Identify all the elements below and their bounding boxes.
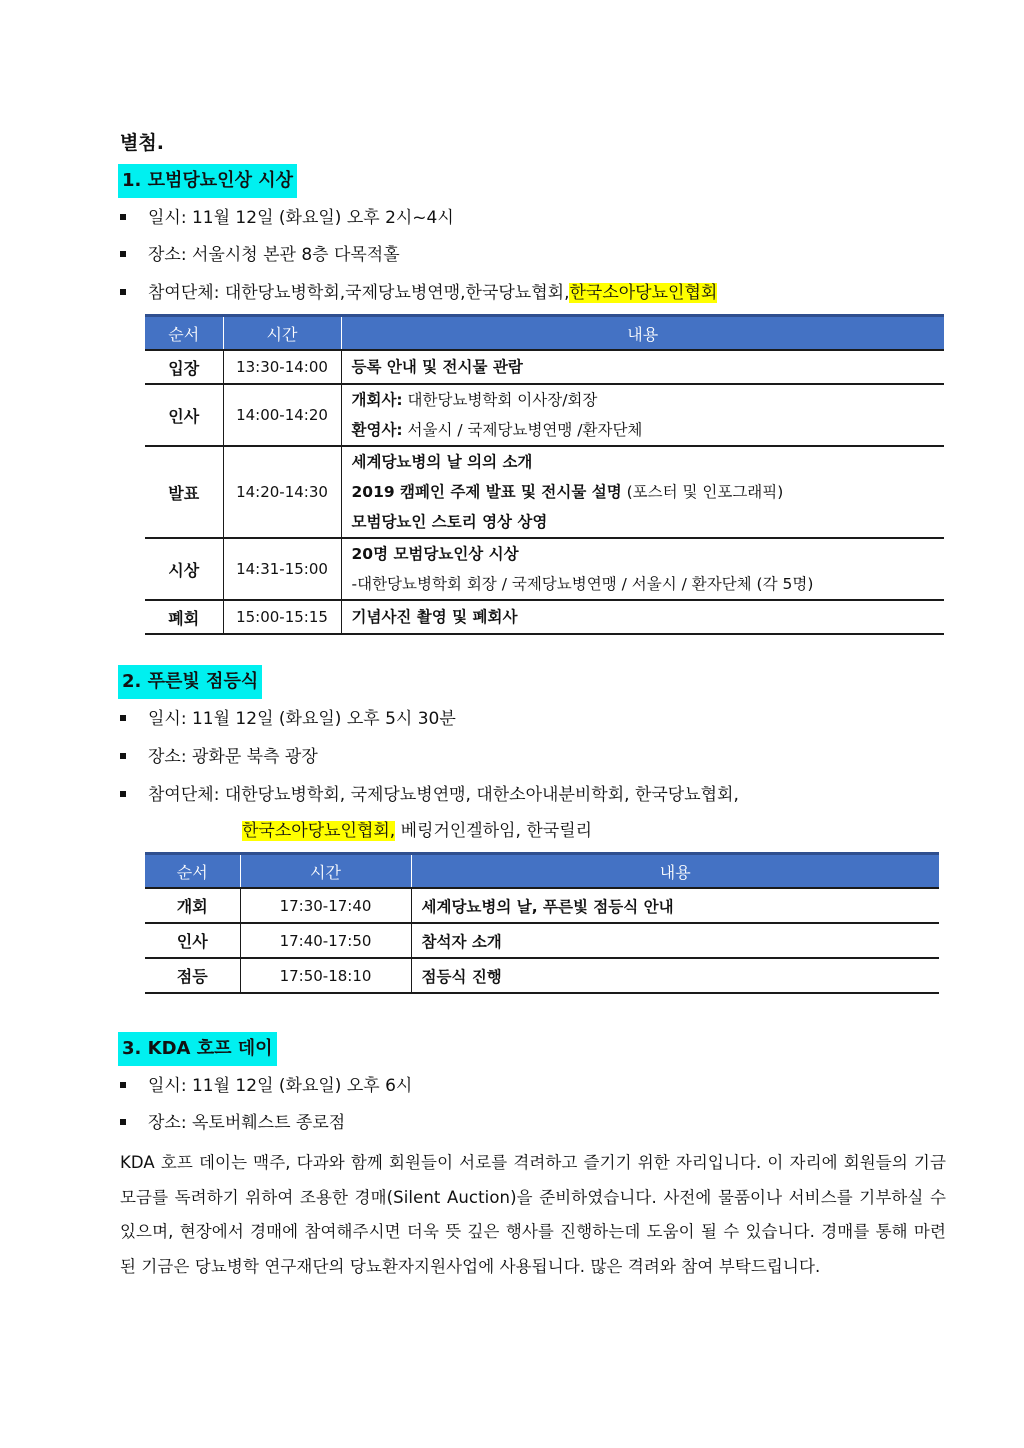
row-content bbox=[341, 350, 944, 384]
table-row bbox=[145, 888, 939, 923]
row-order: 인사 bbox=[145, 923, 240, 958]
section-3-date-text: 일시: 11월 12일 (화요일) 오후 6시 bbox=[148, 1076, 413, 1096]
content-bold: 개회사: bbox=[351, 391, 403, 409]
table-header-time: 시간 bbox=[223, 316, 341, 351]
section-2-place-text: 장소: 광화문 북측 광장 bbox=[148, 747, 318, 767]
row-time: 17:30-17:40 bbox=[240, 888, 411, 923]
table-row bbox=[145, 923, 939, 958]
table-row bbox=[145, 350, 944, 384]
table-row bbox=[145, 446, 944, 538]
bullet-square-icon bbox=[120, 289, 126, 295]
row-time: 14:20-14:30 bbox=[223, 446, 341, 538]
section-3-paragraph: KDA 호프 데이는 맥주, 다과와 함께 회원들이 서로를 격려하고 즐기기 위한 자리입니다. 이 자리에 회원들의 기금모금를 독려하기 위하여 조용한 경매(Silent Auction)을 준비하였습니다. 사전에 물품이나 서비스를 기부하실 수 있으며, 현장에서 경매에 참여해주시면 더욱 뜻 깊은 행사를 진행하는데 도움이 될 수 있습니다. 경매를 통해 마련된 기금은 당뇨병학 연구재단의 당뇨환자지원사업에 사용됩니다. 많은 격려와 참여 부탁드립니다. bbox=[120, 1153, 946, 1276]
section-3-heading: 3. KDA 호프 데이 bbox=[118, 1032, 277, 1066]
row-content: 참석자 소개 bbox=[411, 923, 939, 958]
content-bold: 모범당뇨인 스토리 영상 상영 bbox=[351, 513, 548, 531]
table-header-order: 순서 bbox=[145, 854, 240, 889]
bullet-square-icon bbox=[120, 1082, 126, 1088]
section-2-orgs-highlight: 한국소아당뇨인협회, bbox=[242, 821, 396, 841]
row-time: 17:40-17:50 bbox=[240, 923, 411, 958]
table-row bbox=[145, 384, 944, 446]
row-order: 발표 bbox=[145, 446, 223, 538]
section-2-orgs-line2 bbox=[242, 818, 592, 844]
table-header-row bbox=[145, 854, 939, 889]
content-bold: 20명 모범당뇨인상 시상 bbox=[351, 545, 519, 563]
content-bold: 등록 안내 및 전시물 관람 bbox=[351, 358, 523, 376]
row-order: 인사 bbox=[145, 384, 223, 446]
row-order: 입장 bbox=[145, 350, 223, 384]
row-order: 점등 bbox=[145, 958, 240, 993]
content-normal: 대한당뇨병학회 이사장/회장 bbox=[402, 391, 598, 409]
table-header-order: 순서 bbox=[145, 316, 223, 351]
bullet-square-icon bbox=[120, 715, 126, 721]
section-2-orgs-rest: 베링거인겔하임, 한국릴리 bbox=[395, 821, 593, 841]
row-time: 13:30-14:00 bbox=[223, 350, 341, 384]
table-row bbox=[145, 538, 944, 600]
row-content bbox=[341, 384, 944, 446]
content-bold: 기념사진 촬영 및 폐회사 bbox=[351, 608, 518, 626]
content-bold: 세계당뇨병의 날 의의 소개 bbox=[351, 453, 533, 471]
bullet-square-icon bbox=[120, 791, 126, 797]
section-1-orgs-highlight: 한국소아당뇨인협회 bbox=[569, 283, 718, 303]
bullet-square-icon bbox=[120, 753, 126, 759]
row-order: 폐회 bbox=[145, 600, 223, 634]
section-1-schedule-table bbox=[145, 314, 944, 635]
row-content: 점등식 진행 bbox=[411, 958, 939, 993]
section-2-orgs-text: 참여단체: 대한당뇨병학회, 국제당뇨병연맹, 대한소아내분비학회, 한국당뇨협회, bbox=[148, 785, 739, 805]
row-content: 세계당뇨병의 날, 푸른빛 점등식 안내 bbox=[411, 888, 939, 923]
section-1-date bbox=[120, 205, 454, 231]
bullet-square-icon bbox=[120, 1119, 126, 1125]
row-content bbox=[341, 538, 944, 600]
row-order: 개회 bbox=[145, 888, 240, 923]
section-1-orgs-text: 참여단체: 대한당뇨병학회,국제당뇨병연맹,한국당뇨협회, bbox=[148, 283, 570, 303]
bullet-square-icon bbox=[120, 251, 126, 257]
table-row bbox=[145, 600, 944, 634]
page-title: 별첨. bbox=[120, 132, 164, 154]
section-1-orgs bbox=[120, 280, 717, 306]
section-3-place-text: 장소: 옥토버훼스트 종로점 bbox=[148, 1113, 346, 1133]
row-content bbox=[341, 600, 944, 634]
section-2-date-text: 일시: 11월 12일 (화요일) 오후 5시 30분 bbox=[148, 709, 456, 729]
section-1-place bbox=[120, 242, 400, 268]
section-1-date-text: 일시: 11월 12일 (화요일) 오후 2시~4시 bbox=[148, 208, 454, 228]
section-1-heading: 1. 모범당뇨인상 시상 bbox=[118, 164, 297, 198]
section-3-place bbox=[120, 1110, 345, 1136]
row-time: 15:00-15:15 bbox=[223, 600, 341, 634]
section-2-heading: 2. 푸른빛 점등식 bbox=[118, 665, 262, 699]
row-time: 17:50-18:10 bbox=[240, 958, 411, 993]
table-header-content: 내용 bbox=[411, 854, 939, 889]
table-row bbox=[145, 958, 939, 993]
content-normal: -대한당뇨병학회 회장 / 국제당뇨병연맹 / 서울시 / 환자단체 (각 5명) bbox=[351, 575, 814, 593]
bullet-square-icon bbox=[120, 214, 126, 220]
section-1-place-text: 장소: 서울시청 본관 8층 다목적홀 bbox=[148, 245, 400, 265]
section-2-date bbox=[120, 706, 456, 732]
content-bold: 2019 캠페인 주제 발표 및 전시물 설명 bbox=[351, 483, 622, 501]
section-2-place bbox=[120, 744, 318, 770]
section-2-orgs bbox=[120, 782, 739, 808]
table-header-row bbox=[145, 316, 944, 351]
row-order: 시상 bbox=[145, 538, 223, 600]
table-header-time: 시간 bbox=[240, 854, 411, 889]
content-normal: (포스터 및 인포그래픽) bbox=[621, 483, 784, 501]
row-time: 14:00-14:20 bbox=[223, 384, 341, 446]
row-time: 14:31-15:00 bbox=[223, 538, 341, 600]
section-2-schedule-table bbox=[145, 852, 939, 994]
row-content bbox=[341, 446, 944, 538]
content-bold: 환영사: bbox=[351, 421, 403, 439]
table-header-content: 내용 bbox=[341, 316, 944, 351]
section-3-date bbox=[120, 1073, 412, 1099]
content-normal: 서울시 / 국제당뇨병연맹 /환자단체 bbox=[402, 421, 643, 439]
